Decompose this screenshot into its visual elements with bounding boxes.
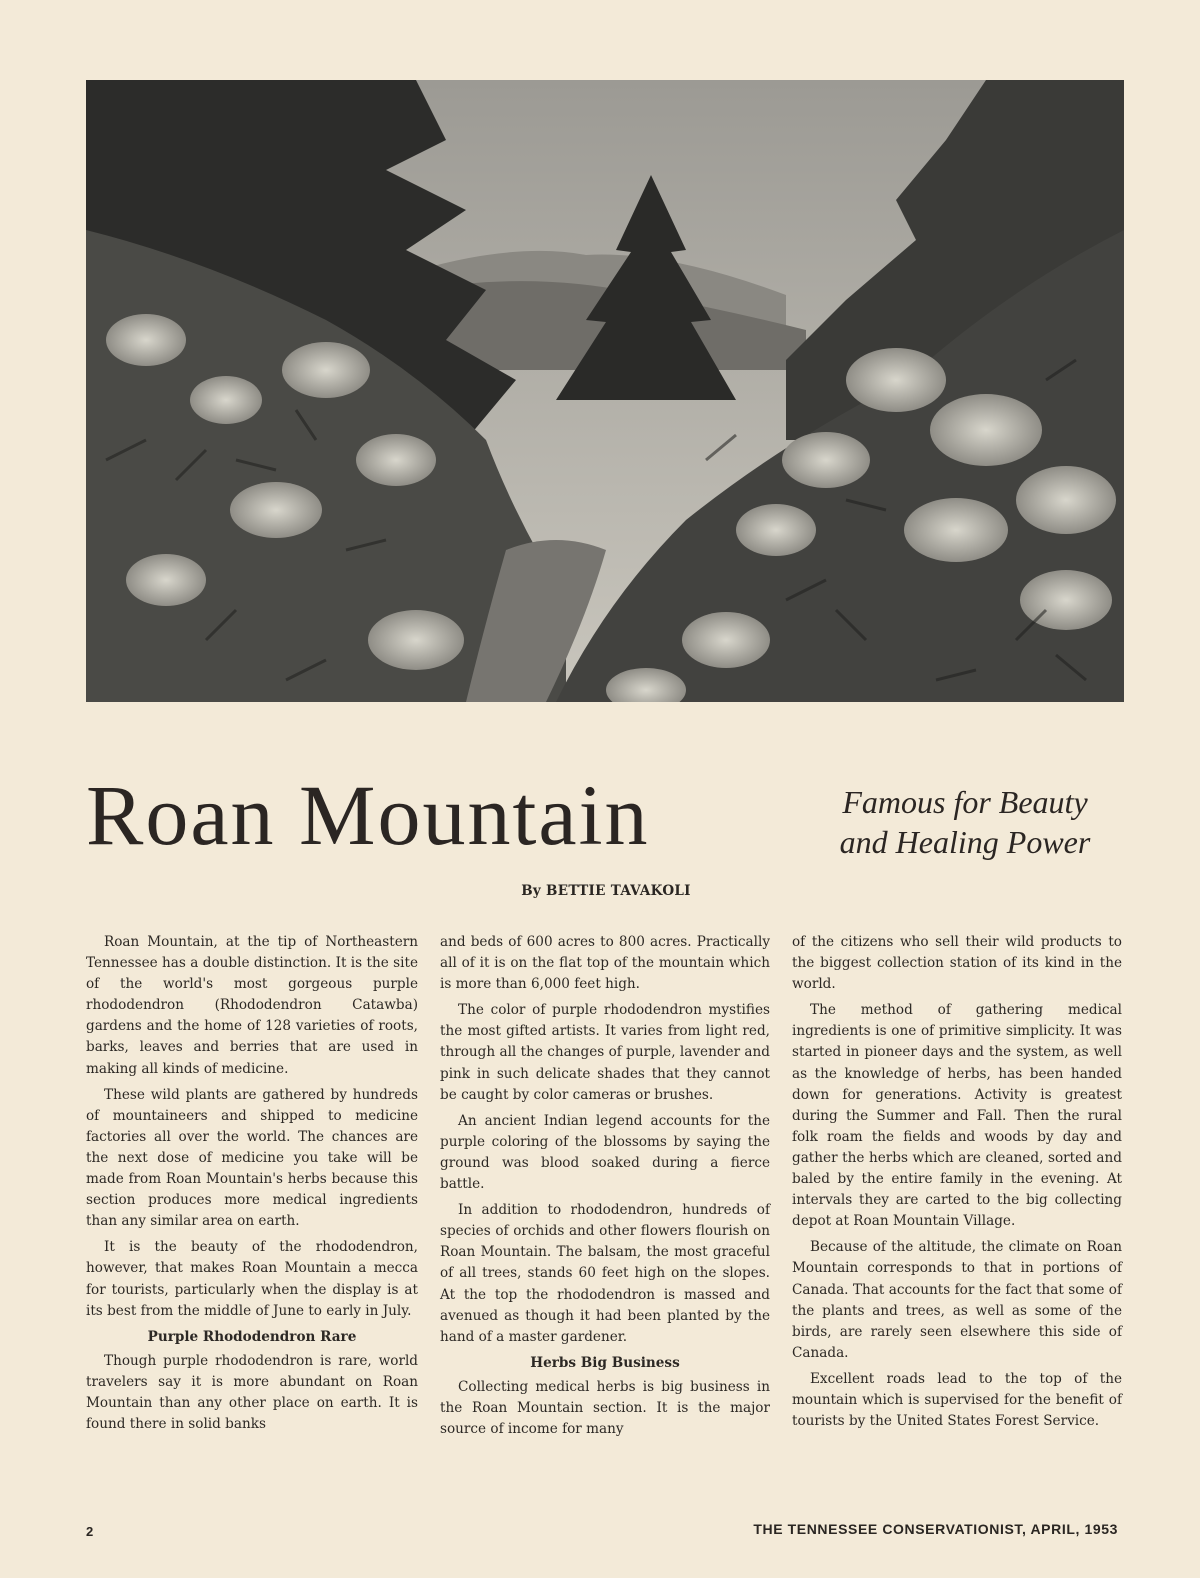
- text-column-2: [440, 932, 770, 1445]
- paragraph: Because of the altitude, the climate on Roan Mountain corresponds to that in portions of Canada. That accounts for the fact that some of the plants and trees, as well as some of the birds, are rarely seen elsewhere this side of Canada.: [792, 1239, 1122, 1361]
- paragraph: In addition to rhododendron, hundreds of species of orchids and other flowers flourish on Roan Mountain. The balsam, the most graceful of all trees, stands 60 feet high on the slopes. At the top the rhododendron is massed and avenued as though it had been planted by the hand of a master gardener.: [440, 1202, 770, 1345]
- paragraph: Though purple rhododendron is rare, world travelers say it is more abundant on Roan Mountain than any other place on earth. It is found there in solid banks: [86, 1352, 418, 1432]
- paragraph: and beds of 600 acres to 800 acres. Practically all of it is on the flat top of the mountain which is more than 6,000 feet high.: [440, 934, 770, 993]
- section-heading: Herbs Big Business: [530, 1354, 680, 1371]
- paragraph: The color of purple rhododendron mystifies the most gifted artists. It varies from light red, through all the changes of purple, lavender and pink in such delicate shades that they cannot be caught by color cameras or brushes.: [440, 1002, 770, 1103]
- page-number: 2: [86, 1524, 94, 1539]
- landscape-photo: [86, 80, 1124, 702]
- paragraph: Roan Mountain, at the tip of Northeastern Tennessee has a double distinction. It is the site of the world's most gorgeous purple rhododendron (Rhododendron Catawba) gardens and the home of 128 varieties of roots, barks, leaves and berries that are used in making all kinds of medicine.: [86, 934, 418, 1077]
- paragraph: It is the beauty of the rhododendron, however, that makes Roan Mountain a mecca for tourists, particularly when the display is at its best from the middle of June to early in July.: [86, 1239, 418, 1319]
- paragraph: of the citizens who sell their wild products to the biggest collection station of its kind in the world.: [792, 934, 1122, 993]
- text-column-1: [86, 932, 418, 1440]
- rhododendron-landscape-icon: [86, 80, 1124, 702]
- subtitle-line-1: Famous for Beauty: [842, 784, 1088, 820]
- article-subtitle: [820, 782, 1110, 862]
- paragraph: These wild plants are gathered by hundreds of mountaineers and shipped to medicine factories all over the world. The chances are the next dose of medicine you take will be made from Roan Mountain's herbs because this section produces more medical ingredients than any similar area on earth.: [86, 1086, 418, 1230]
- publication-footer: THE TENNESSEE CONSERVATIONIST, APRIL, 1953: [753, 1521, 1118, 1537]
- text-column-3: [792, 932, 1122, 1437]
- section-heading: Purple Rhododendron Rare: [147, 1328, 357, 1345]
- paragraph: An ancient Indian legend accounts for the purple coloring of the blossoms by saying the ground was blood soaked during a fierce battle.: [440, 1112, 770, 1193]
- paragraph: The method of gathering medical ingredients is one of primitive simplicity. It was started in pioneer days and the system, as well as the knowledge of herbs, has been handed down for generations. Activity is greatest during the Summer and Fall. Then the rural folk roam the fields and woods by day and gather the herbs which are cleaned, sorted and baled by the entire family in the evening. At intervals they are carted to the big collecting depot at Roan Mountain Village.: [792, 1002, 1122, 1230]
- article-title: Roan Mountain: [86, 767, 650, 863]
- paragraph: Collecting medical herbs is big business in the Roan Mountain section. It is the major source of income for many: [440, 1378, 770, 1437]
- paragraph: Excellent roads lead to the top of the mountain which is supervised for the benefit of tourists by the United States Forest Service.: [792, 1370, 1122, 1430]
- byline: By BETTIE TAVAKOLI: [521, 883, 691, 899]
- subtitle-line-2: and Healing Power: [839, 824, 1091, 860]
